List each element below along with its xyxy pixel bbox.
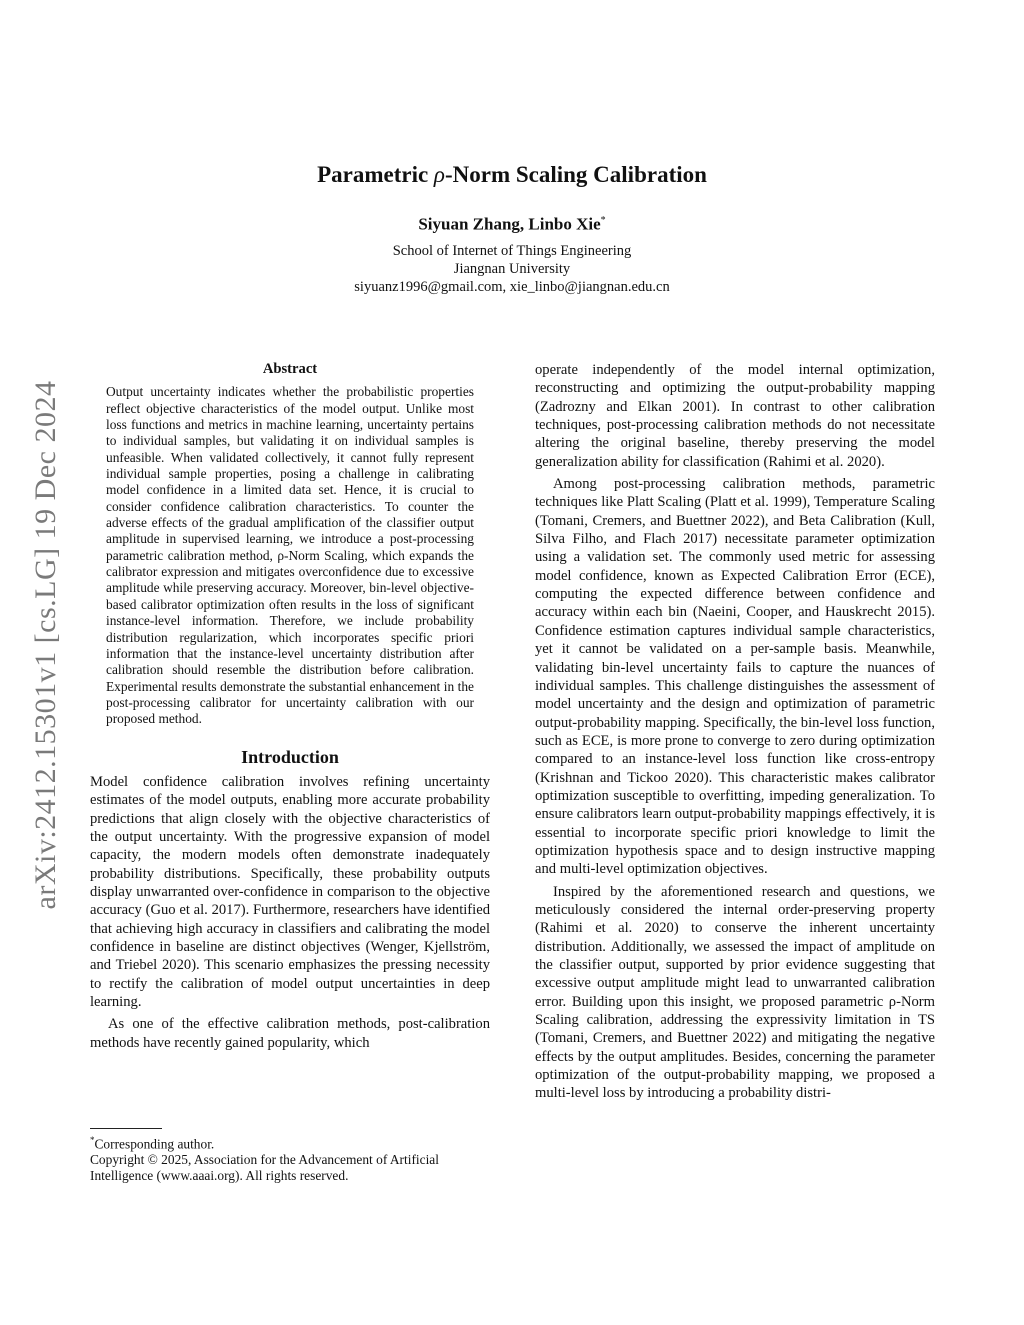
footnote-mark: * bbox=[90, 1135, 95, 1145]
right-column bbox=[535, 361, 935, 1103]
right-paragraph-1: operate independently of the model internal optimization, reconstructing and optimizing the output-probability mapping (Zadrozny and Elkan 2001). In contrast to other calibration techniques, post-processing calibration methods do not necessitate altering the original baseline, thereby preserving the model generalization ability for classification (Rahimi et al. 2020). bbox=[535, 362, 935, 470]
paper-title bbox=[0, 158, 1024, 192]
abstract-heading: Abstract bbox=[262, 361, 318, 377]
affiliation-block bbox=[0, 242, 1024, 296]
author-list bbox=[0, 210, 1024, 236]
left-column bbox=[90, 360, 490, 1052]
footnote-rule bbox=[90, 1128, 162, 1129]
intro-paragraph-1: Model confidence calibration involves refining uncertainty estimates of the model outputs, enabling more accurate probability predictions that align closely with the objective characteristics of the output uncertainty. With the progressive expansion of model capacity, the modern models often demonstrate inadequately probability distributions. Specifically, these probability outputs display unwarranted over-confidence in comparison to the objective accuracy (Guo et al. 2017). Furthermore, researchers have identified that achieving high accuracy in classifiers and calibrating the model confidence in baseline are distinct objectives (Wenger, Kjellström, and Triebel 2020). This scenario emphasizes the pressing necessity to rectify the calibration of model output uncertainties in deep learning. bbox=[90, 773, 490, 1011]
introduction-heading: Introduction bbox=[241, 746, 339, 767]
right-paragraph-3: Inspired by the aforementioned research and questions, we meticulously considered the internal order-preserving property (Rahimi et al. 2020) to conserve the inherent uncertainty distribution. Additionally, we assessed the impact of amplitude on the classifier output, supported by prior evidence suggesting that excessive output amplitude might lead to unwarranted calibration error. Building upon this insight, we proposed parametric ρ-Norm Scaling calibration, addressing the expressivity limitation in TS (Tomani, Cremers, and Buettner 2022) and mitigating the negative effects by the output amplitudes. Besides, concerning the parameter optimization of the output-probability mapping, we proposed a multi-level loss by introducing a probability distri- bbox=[535, 883, 935, 1102]
abstract-body: Output uncertainty indicates whether the probabilistic properties reflect objective characteristics of the model output. Unlike most loss functions and metrics in machine learning, uncertainty pertains to individual samples, but validating it on individual samples is unfeasible. When validated collectively, it cannot fully represent individual sample properties, posing a challenge in calibrating model confidence in a limited data set. Hence, it is crucial to consider confidence calibration characteristics. To counter the adverse effects of the gradual amplification of the classifier output amplitude in supervised learning, we introduce a post-processing parametric calibration method, ρ-Norm Scaling, which expands the calibrator expression and mitigates overconfidence due to excessive amplitude while preserving accuracy. Moreover, bin-level objective-based calibrator optimization often results in the loss of significant instance-level information. Therefore, we include probability distribution regularization, which incorporates specific priori information that the instance-level uncertainty distribution after calibration should resemble the distribution before calibration. Experimental results demonstrate the substantial enhancement in the post-processing calibrator for uncertainty calibration with our proposed method. bbox=[106, 384, 474, 727]
footnote-corresponding bbox=[90, 1132, 490, 1152]
corresponding-author-mark: * bbox=[600, 215, 606, 226]
title-suffix: -Norm Scaling Calibration bbox=[444, 162, 707, 187]
intro-paragraph-2: As one of the effective calibration methods, post-calibration methods have recently gained popularity, which bbox=[90, 1016, 490, 1051]
paper-header bbox=[0, 158, 1024, 296]
author-names: Siyuan Zhang, Linbo Xie bbox=[418, 214, 601, 234]
arxiv-identifier bbox=[24, 350, 68, 940]
affiliation-university: Jiangnan University bbox=[453, 260, 571, 277]
arxiv-identifier-text: arXiv:2412.15301v1 [cs.LG] 19 Dec 2024 bbox=[29, 380, 62, 910]
title-rho-symbol: ρ bbox=[433, 162, 445, 187]
footnote-text: Corresponding author. bbox=[94, 1136, 215, 1152]
copyright-notice: Copyright © 2025, Association for the Advancement of Artificial Intelligence (www.aaai.org). All rights reserved. bbox=[90, 1152, 439, 1184]
author-emails: siyuanz1996@gmail.com, xie_linbo@jiangnan.edu.cn bbox=[354, 278, 670, 295]
footnote-block bbox=[90, 1128, 490, 1184]
right-paragraph-2: Among post-processing calibration methods, parametric techniques like Platt Scaling (Platt et al. 1999), Temperature Scaling (Tomani, Cremers, and Buettner 2022), and Beta Calibration (Kull, Silva Filho, and Flach 2017) necessitate parameter optimization using a validation set. The commonly used metric for assessing model confidence, known as Expected Calibration Error (ECE), computing the expected difference between confidence and accuracy within each bin (Naeini, Cooper, and Hauskrecht 2015). Confidence estimation captures individual sample characteristics, yet it cannot be validated on a per-sample basis. Meanwhile, validating bin-level uncertainty fails to capture the nuances of individual samples. This challenge distinguishes the assessment of model uncertainty and the design and optimization of parametric output-probability mapping. Specifically, the bin-level loss function, such as ECE, is more prone to converge to zero during optimization compared to an instance-level loss function like cross-entropy (Krishnan and Tickoo 2020). This characteristic makes calibrator optimization susceptible to overfitting, impeding generalization. To ensure calibrators learn output-probability mappings effectively, it is essential to incorporate specific priori knowledge to limit the optimization hypothesis space and to design instructive mapping and multi-level optimization objectives. bbox=[535, 476, 935, 878]
affiliation-school: School of Internet of Things Engineering bbox=[392, 242, 632, 259]
title-prefix: Parametric bbox=[317, 162, 434, 187]
